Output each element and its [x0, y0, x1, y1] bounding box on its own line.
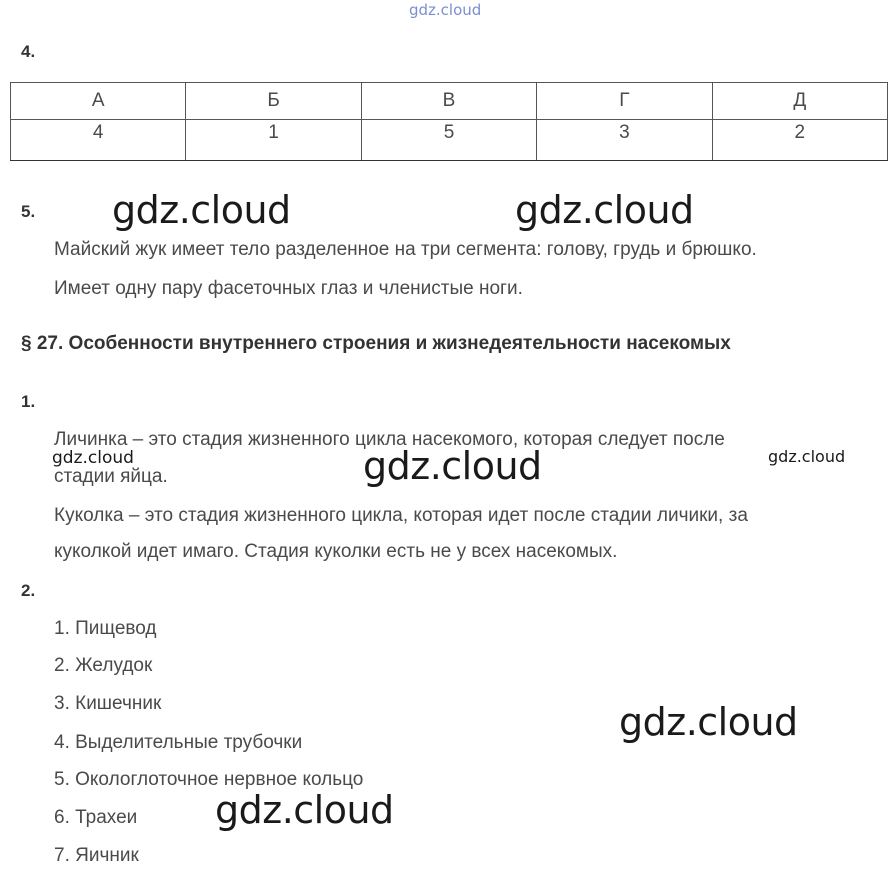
list-item: 5. Окологлоточное нервное кольцо [54, 769, 364, 790]
table-value-cell: 2 [712, 120, 887, 161]
q1-line-1: Личинка – это стадия жизненного цикла насекомого, которая следует после [54, 429, 725, 450]
watermark: gdz.cloud [515, 188, 694, 232]
watermark-small: gdz.cloud [768, 447, 846, 466]
q1-number: 1. [21, 392, 36, 411]
q2-number: 2. [21, 581, 36, 600]
watermark-small: gdz.cloud [52, 448, 134, 468]
watermark-top: gdz.cloud [409, 1, 482, 19]
task-5-line-2: Имеет одну пару фасеточных глаз и членистые ноги. [54, 278, 523, 299]
watermark: gdz.cloud [112, 188, 291, 232]
table-value-row [11, 120, 888, 161]
q1-line-4: куколкой идет имаго. Стадия куколки есть не у всех насекомых. [54, 541, 618, 562]
q1-line-3: Куколка – это стадия жизненного цикла, которая идет после стадии личики, за [54, 505, 748, 526]
task-4-number: 4. [21, 42, 36, 61]
task-5-line-1: Майский жук имеет тело разделенное на три сегмента: голову, грудь и брюшко. [54, 239, 757, 260]
watermark: gdz.cloud [363, 444, 542, 488]
watermark: gdz.cloud [619, 700, 798, 744]
list-item: 4. Выделительные трубочки [54, 732, 303, 753]
table-value-cell: 4 [11, 120, 186, 161]
table-value-cell: 1 [186, 120, 361, 161]
answer-table [10, 82, 888, 161]
table-value-cell: 5 [361, 120, 536, 161]
table-header-cell: Д [712, 83, 887, 120]
table-header-cell: Б [186, 83, 361, 120]
table-header-cell: В [361, 83, 536, 120]
list-item: 7. Яичник [54, 845, 139, 866]
table-header-row [11, 83, 888, 120]
section-title: § 27. Особенности внутреннего строения и жизнедеятельности насекомых [21, 333, 731, 354]
list-item: 6. Трахеи [54, 807, 138, 828]
table-header-cell: А [11, 83, 186, 120]
list-item: 2. Желудок [54, 655, 153, 676]
table-header-cell: Г [537, 83, 712, 120]
q1-line-2: стадии яйца. [54, 466, 168, 487]
list-item: 1. Пищевод [54, 618, 157, 639]
watermark: gdz.cloud [215, 788, 394, 832]
table-value-cell: 3 [537, 120, 712, 161]
task-5-number: 5. [21, 202, 36, 221]
list-item: 3. Кишечник [54, 693, 162, 714]
